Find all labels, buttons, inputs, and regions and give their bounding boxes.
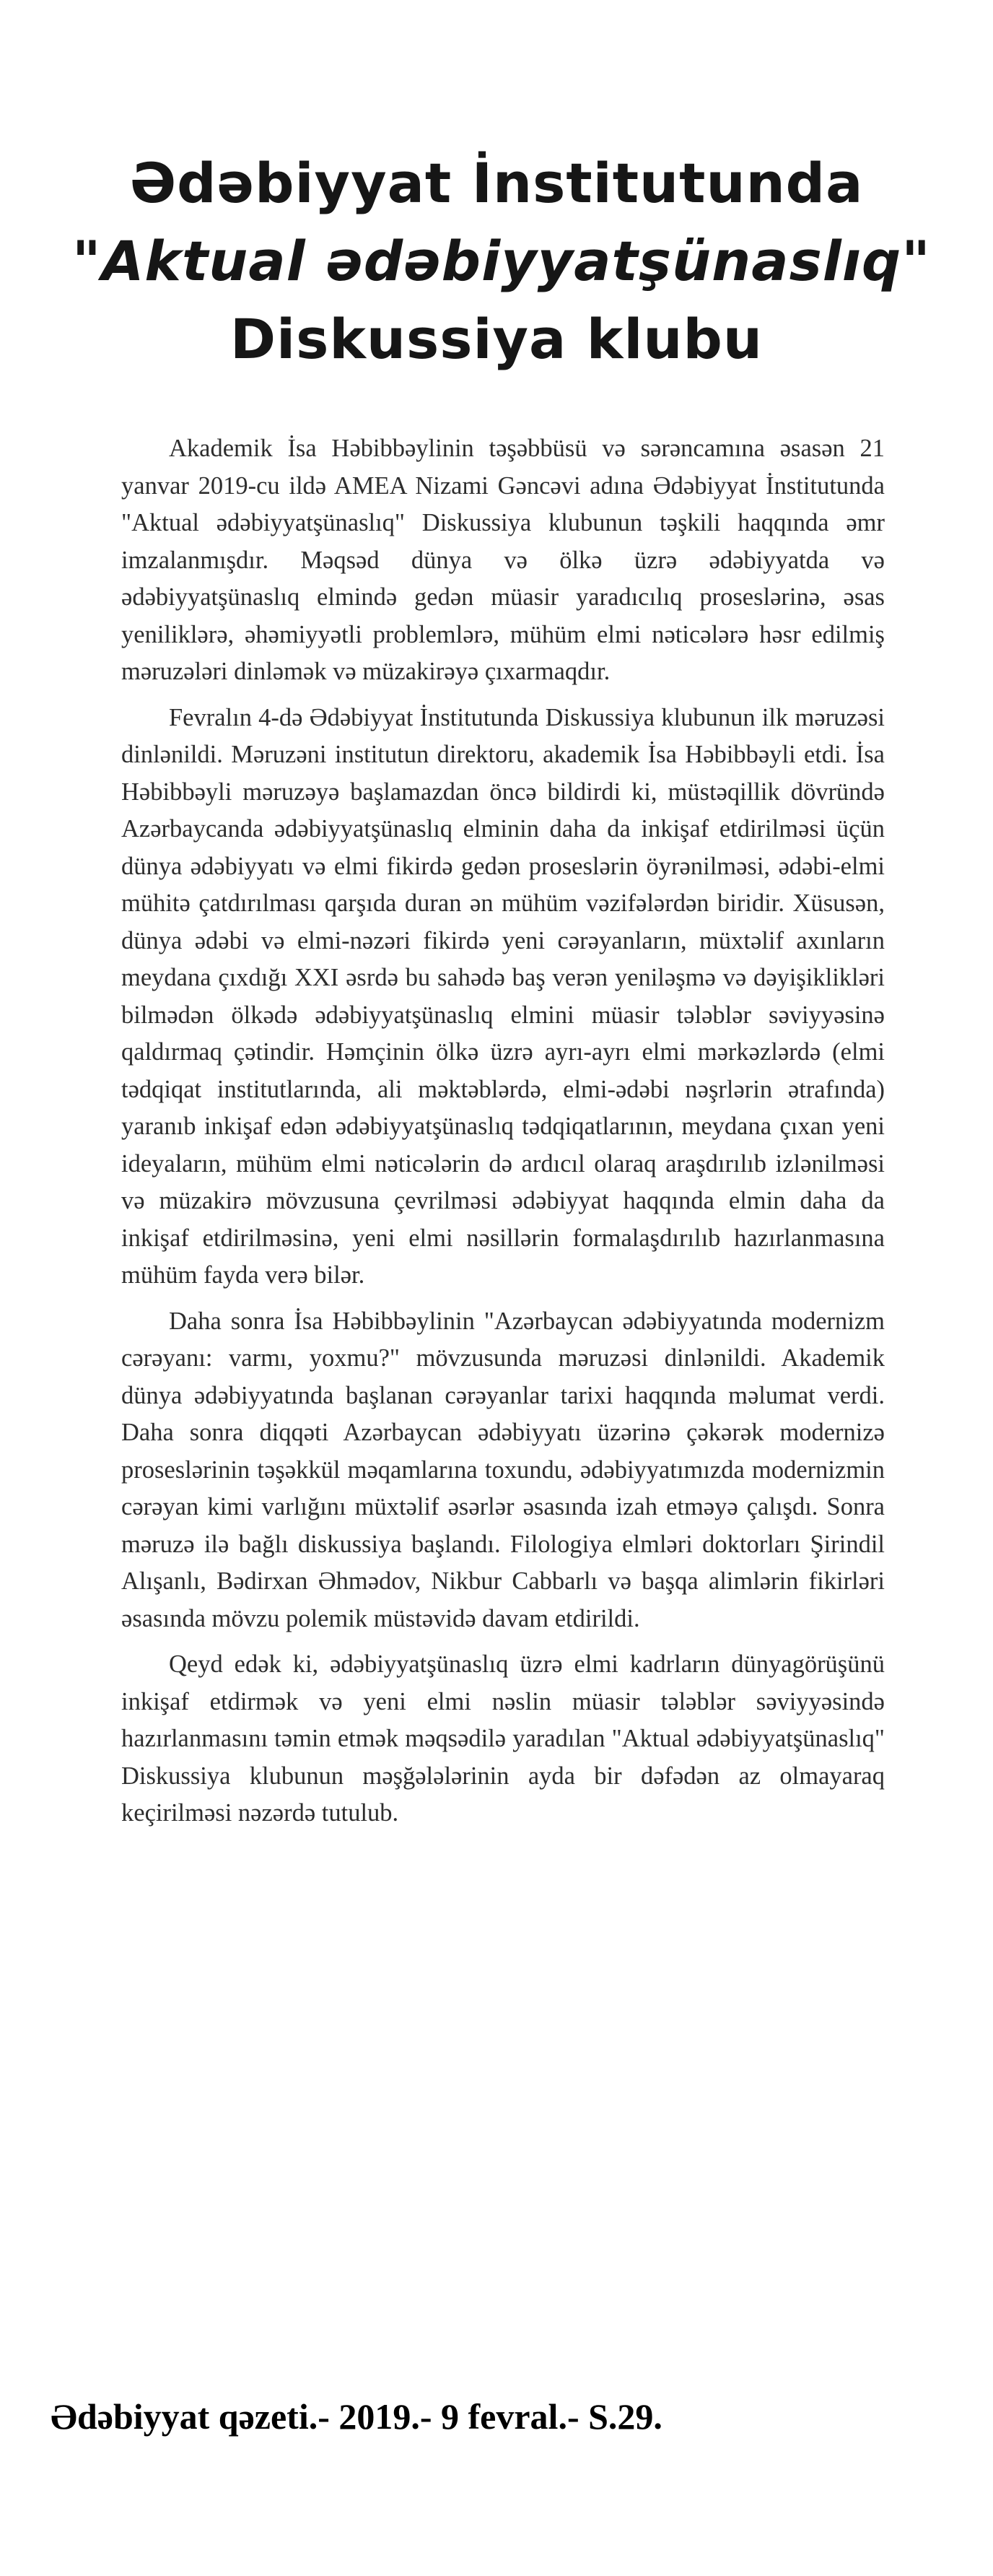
article-paragraph-1: Akademik İsa Həbibbəylinin təşəbbüsü və sərəncamına əsasən 21 yanvar 2019-cu ildə AMEA Nizami Gəncəvi adına Ədəbiyyat İnstitutunda "Aktual ədəbiyyatşünaslıq" Diskussiya klubunun təşkili haqqında əmr imzalanmışdır. Məqsəd dünya və ölkə üzrə ədəbiyyatda və ədəbiyyatşünaslıq elmində gedən müasir yaradıcılıq proseslərinə, əsas yeniliklərə, əhəmiyyətli problemlərə, mühüm elmi nəticələrə həsr edilmiş məruzələri dinləmək və müzakirəyə çıxarmaqdır. bbox=[121, 435, 885, 685]
article-paragraph-2: Fevralın 4-də Ədəbiyyat İnstitutunda Diskussiya klubunun ilk məruzəsi dinlənildi. Məruzəni institutun direktoru, akademik İsa Həbibbəyli etdi. İsa Həbibbəyli məruzəyə başlamazdan öncə bildirdi ki, müstəqillik dövründə Azərbaycanda ədəbiyyatşünaslıq elminin daha da inkişaf etdirilməsi üçün dünya ədəbiyyatı və elmi fikirdə gedən proseslərin öyrənilməsi, ədəbi-elmi mühitə çatdırılması qarşıda duran ən mühüm vəzifələrdən biridir. Xüsusən, dünya ədəbi və elmi-nəzəri fikirdə yeni cərəyanların, müxtəlif axınların meydana çıxdığı XXI əsrdə bu sahədə baş verən yeniləşmə və dəyişiklikləri bilmədən ölkədə ədəbiyyatşünaslıq elmini müasir tələblər səviyyəsinə qaldırmaq çətindir. Həmçinin ölkə üzrə ayrı-ayrı elmi mərkəzlərdə (elmi tədqiqat institutlarında, ali məktəblərdə, elmi-ədəbi nəşrlərin ətrafında) yaranıb inkişaf edən ədəbiyyatşünaslıq tədqiqatlarının, meydana çıxan yeni ideyaların, mühüm elmi nəticələrin də ardıcıl olaraq araşdırılıb izlənilməsi və müzakirə mövzusuna çevrilməsi ədəbiyyat haqqında elmin daha da inkişaf etdirilməsinə, yeni elmi nəsillərin formalaşdırılıb hazırlanmasına mühüm fayda verə bilər. bbox=[121, 703, 885, 1289]
article-body bbox=[121, 430, 885, 1841]
headline-line-2: "Aktual ədəbiyyatşünaslıq" bbox=[72, 229, 931, 293]
source-citation: Ədəbiyyat qəzeti.- 2019.- 9 fevral.- S.29. bbox=[51, 2396, 662, 2437]
article-paragraph-3: Daha sonra İsa Həbibbəylinin "Azərbaycan ədəbiyyatında modernizm cərəyanı: varmı, yoxmu?" mövzusunda məruzəsi dinlənildi. Akademik dünya ədəbiyyatında başlanan cərəyanlar tarixi haqqında məlumat verdi. Daha sonra diqqəti Azərbaycan ədəbiyyatı üzərinə çəkərək modernizə proseslərinin təşəkkül məqamlarına toxundu, ədəbiyyatımızda modernizmin cərəyan kimi varlığını müxtəlif əsərlər əsasında izah etməyə çalışdı. Sonra məruzə ilə bağlı diskussiya başlandı. Filologiya elmləri doktorları Şirindil Alışanlı, Bədirxan Əhmədov, Nikbur Cabbarlı və başqa alimlərin fikirləri əsasında mövzu polemik müstəvidə davam etdirildi. bbox=[121, 1307, 885, 1632]
article-headline bbox=[72, 144, 931, 378]
headline-line-1: Ədəbiyyat İnstitutunda bbox=[129, 151, 864, 215]
article-paragraph-4: Qeyd edək ki, ədəbiyyatşünaslıq üzrə elmi kadrların dünyagörüşünü inkişaf etdirmək və yeni elmi nəslin müasir tələblər səviyyəsində hazırlanmasını təmin etmək məqsədilə yaradılan "Aktual ədəbiyyatşünaslıq" Diskussiya klubunun məşğələlərinin ayda bir dəfədən az olmayaraq keçirilməsi nəzərdə tutulub. bbox=[121, 1650, 885, 1827]
headline-line-3: Diskussiya klubu bbox=[229, 307, 764, 371]
